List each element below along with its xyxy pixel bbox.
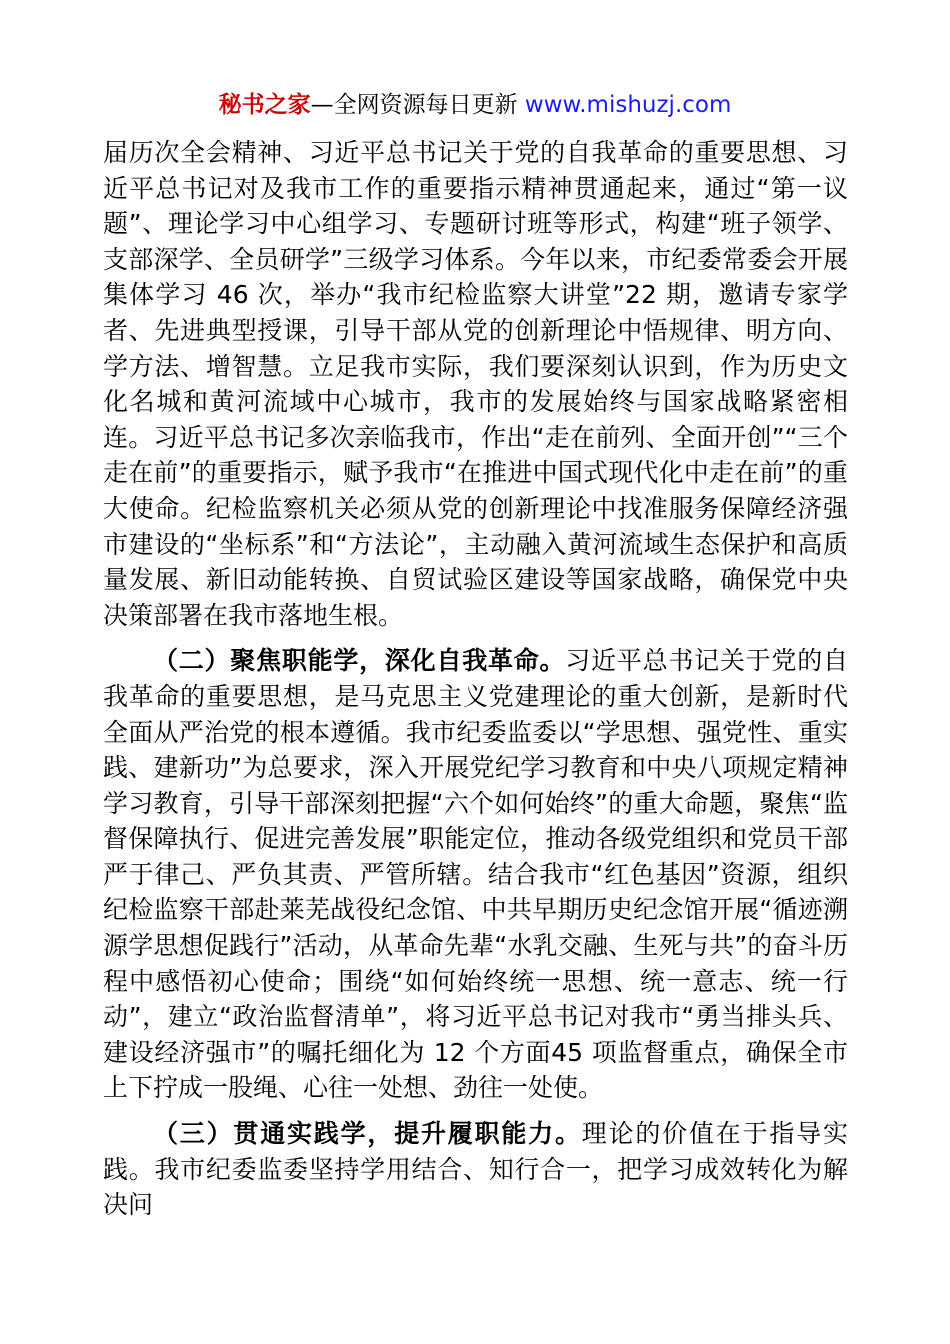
paragraph-text: 届历次全会精神、习近平总书记关于党的自我革命的重要思想、习近平总书记对及我市工作的重要指示精神贯通起来，通过“第一议题”、理论学习中心组学习、专题研讨班等形式，构建“班子领学、支部深学、全员研学”三级学习体系。今年以来，市纪委常委会开展集体学习 46 次，举办“我市纪检监察大讲堂”22 期，邀请专家学者、先进典型授课，引导干部从党的创新理论中悟规律、明方向、学方法、增智慧。立足我市实际，我们要深刻认识到，作为历史文化名城和黄河流域中心城市，我市的发展始终与国家战略紧密相连。习近平总书记多次亲临我市，作出“走在前列、全面开创”“三个走在前”的重要指示，赋予我市“在推进中国式现代化中走在前”的重大使命。纪检监察机关必须从党的创新理论中找准服务保障经济强市建设的“坐标系”和“方法论”，主动融入黄河流域生态保护和高质量发展、新旧动能转换、自贸试验区建设等国家战略，确保党中央决策部署在我市落地生根。 (103, 138, 848, 630)
document-body (103, 135, 848, 1223)
paragraph-section-2 (103, 643, 848, 1106)
paragraph-text: 习近平总书记关于党的自我革命的重要思想，是马克思主义党建理论的重大创新，是新时代全面从严治党的根本遵循。我市纪委监委以“学思想、强党性、重实践、建新功”为总要求，深入开展党纪学习教育和中央八项规定精神学习教育，引导干部深刻把握“六个如何始终”的重大命题，聚焦“监督保障执行、促进完善发展”职能定位，推动各级党组织和党员干部严于律己、严负其责、严管所辖。结合我市“红色基因”资源，组织纪检监察干部赴莱芜战役纪念馆、中共早期历史纪念馆开展“循迹溯源学思想促践行”活动，从革命先辈“水乳交融、生死与共”的奋斗历程中感悟初心使命；围绕“如何始终统一思想、统一意志、统一行动”，建立“政治监督清单”，将习近平总书记对我市“勇当排头兵、建设经济强市”的嘱托细化为 12 个方面45 项监督重点，确保全市上下拧成一股绳、心往一处想、劲往一处使。 (103, 646, 848, 1103)
paragraph-section-3 (103, 1116, 848, 1223)
section-heading: （三）贯通实践学，提升履职能力。 (153, 1119, 582, 1149)
site-brand: 秘书之家 (218, 92, 311, 118)
paragraph-continued (103, 135, 848, 633)
site-tagline: —全网资源每日更新 (310, 92, 518, 118)
site-header (0, 88, 950, 122)
paragraph-text: 理论的价值在于指导实践。我市纪委监委坚持学用结合、知行合一，把学习成效转化为解决问 (103, 1119, 848, 1220)
site-url-link[interactable]: www.mishuzj.com (524, 92, 732, 118)
section-heading: （二）聚焦职能学，深化自我革命。 (153, 646, 566, 676)
